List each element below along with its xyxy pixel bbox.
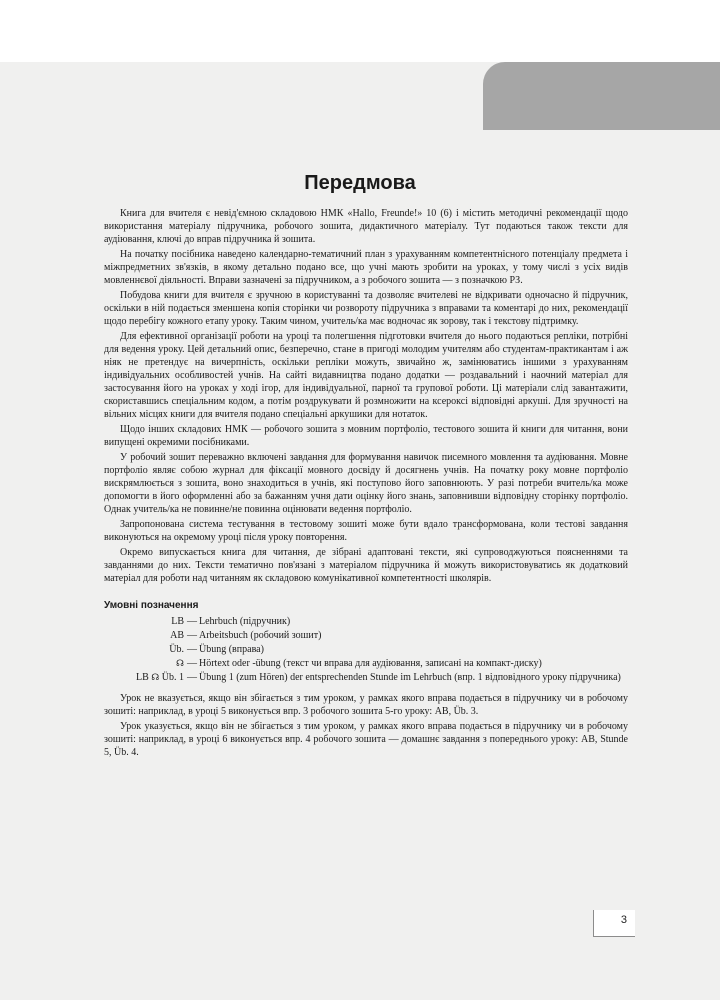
legend-row: [104, 657, 628, 670]
legend-abbr: [104, 657, 187, 670]
paragraph-components: Щодо інших складових НМК — робочого зошита з мовним портфоліо, тестового зошита й книги для читання, вони випущені окремими посібниками.: [104, 424, 628, 448]
legend-dash: —: [187, 644, 197, 655]
paragraph-plan: На початку посібника наведено календарно-тематичний план з урахуванням компетентнісного потенціалу предмета і міжпредметних зв'язків, в якому детально подано все, що учні мають зробити на уроках, у тому числі з усіх видів мовленнєвої діяльності. Вправи зазначені за підручником, а з робочого зошита — з позначкою РЗ.: [104, 249, 628, 286]
legend-abbr: AB: [170, 630, 184, 641]
legend-row: [104, 629, 628, 642]
legend-text: Übung (вправа): [199, 644, 264, 655]
legend-abbr: LB ☊ Üb. 1: [135, 672, 184, 683]
headphones-icon: ☊: [151, 672, 160, 682]
legend-text: Arbeitsbuch (робочий зошит): [199, 630, 322, 641]
legend-row: [104, 643, 628, 656]
legend-dash: —: [187, 616, 197, 627]
paragraph-lesson-different: Урок указується, якщо він не збігається з тим уроком, у рамках якого вправа подається в підручнику чи в робочому зошиті: наприклад, в уроці 6 виконується впр. 4 робочого зошита — домашнє завдання з попереднього уроку: AB, Stunde 5, Üb. 4.: [104, 721, 628, 758]
paragraph-workbook: У робочий зошит переважно включені завдання для формування навичок писемного мовлення та аудіювання. Мовне портфоліо являє собою журнал для фіксації мовного досвіду й досягнень учнів. На початку року мовне портфоліо вискрямлюється з зошита, воно знаходиться в учнів, які поступово його заповнюють. У разі потреби вчитель/ка може допомогти в його оформленні або за бажанням учня дати оцінку його знань, заповнивши відповідну сторінку портфоліо. Однак учитель/ка не повинне/не повинна оцінювати ведення портфоліо.: [104, 452, 628, 515]
paragraph-lesson-same: Урок не вказується, якщо він збігається з тим уроком, у рамках якого вправа подається в підручнику чи в робочому зошиті: наприклад, в уроці 5 виконується впр. 3 робочого зошита 5-го уроку: AB, Üb. 3.: [104, 693, 628, 717]
legend-list: [104, 615, 628, 684]
legend-dash: —: [187, 658, 197, 669]
page-number-box: [593, 910, 635, 937]
page-top-margin: [0, 0, 720, 62]
paragraph-structure: Побудова книги для вчителя є зручною в користуванні та дозволяє вчителеві не відкривати одночасно й підручник, оскільки в ній подається зменшена копія сторінки чи розвороту підручника з вправами та коментарі до них, рекомендації щодо перебігу кожного етапу уроку. Таким чином, учитель/ка має водночас як зорову, так і текстову підтримку.: [104, 290, 628, 327]
legend-dash: —: [187, 672, 197, 683]
paragraph-testing: Запропонована система тестування в тестовому зошиті може бути вдало трансформована, коли тестові завдання виконуються на окремому уроці після уроку повторення.: [104, 519, 628, 543]
legend-dash: —: [187, 630, 197, 641]
legend-heading: Умовні позначення: [104, 600, 199, 611]
legend-row: [104, 615, 628, 628]
legend-text: Übung 1 (zum Hören) der entsprechenden Stunde im Lehrbuch (впр. 1 відповідного уроку підручника): [199, 672, 621, 683]
headphones-icon: ☊: [176, 658, 184, 668]
legend-text: Hörtext oder -übung (текст чи вправа для аудіювання, записані на компакт-диску): [199, 658, 542, 669]
legend-abbr: Üb.: [169, 644, 184, 655]
paragraph-organisation: Для ефективної організації роботи на уроці та полегшення підготовки вчителя до нього подаються репліки, потрібні для ведення уроку. Цей детальний опис, безперечно, стане в пригоді молодим учителям або студентам-практикантам і аж ніяк не претендує на вичерпність, оскільки репліки можуть, звичайно ж, замінюватись іншими з урахуванням індивідуальних особливостей учнів. На сайті видавництва подано додатки — роздавальний і наочний матеріал для застосування його на уроках у ході ігор, для індивідуальної, парної та групової роботи. Ці матеріали слід завантажити, скориставшись спеціальним кодом, а потім роздрукувати й розмножити на ксероксі відповідні аркуші. Для зручності на вільних місцях книги для вчителя подано спеціальні аркушики для нотаток.: [104, 331, 628, 420]
page-title: Передмова: [304, 172, 416, 194]
legend-text: Lehrbuch (підручник): [199, 616, 291, 627]
page-number: 3: [620, 914, 627, 926]
page-content: [104, 207, 628, 761]
legend-abbr: LB: [171, 616, 184, 627]
paragraph-intro: Книга для вчителя є невід'ємною складовою НМК «Hallo, Freunde!» 10 (6) і містить методичні рекомендації щодо використання матеріалу підручника, робочого зошита, дидактичного матеріалу. Тут подаються також тексти для аудіювання, ключі до вправ підручника й зошита.: [104, 208, 628, 245]
paragraph-reader: Окремо випускається книга для читання, де зібрані адаптовані тексти, які супроводжуються поясненнями та завданнями до них. Тексти тематично пов'язані з матеріалом підручника й можуть використовуватись як додатковий матеріал для роботи над читанням як складовою комунікативної компетентності школярів.: [104, 547, 628, 584]
legend-row: [104, 671, 628, 684]
chapter-tab: [483, 62, 720, 130]
